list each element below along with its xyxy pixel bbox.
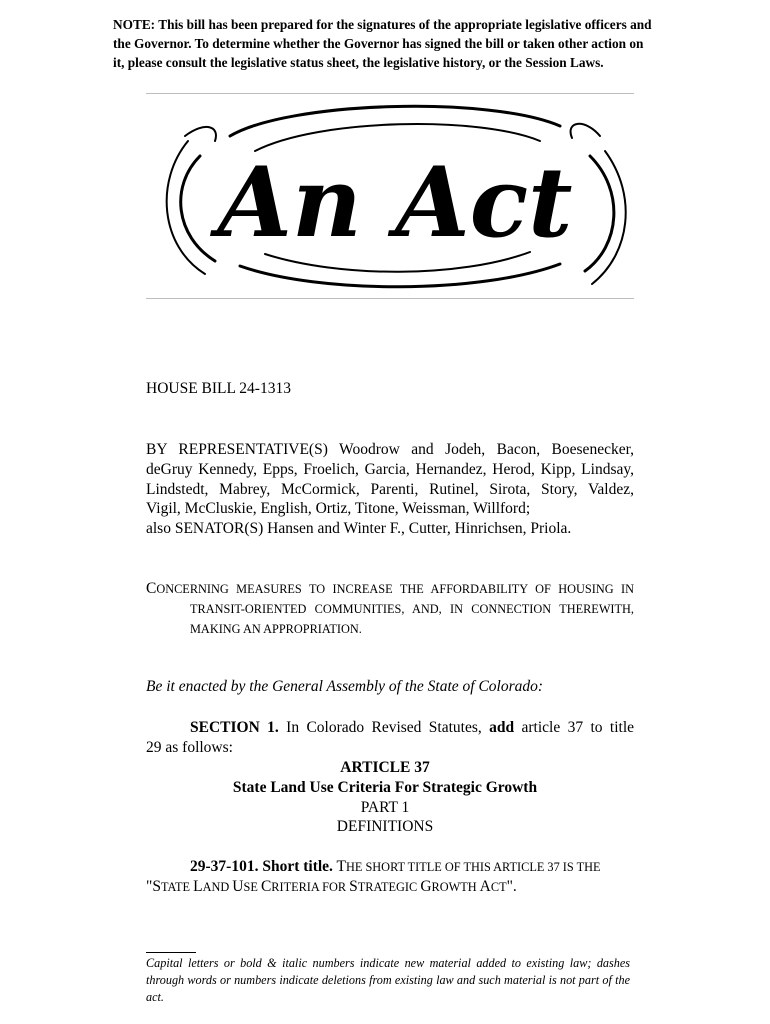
footnote: Capital letters or bold & italic numbers indicate new material added to existing law; dashes through words or numbers indicate deletions from existing law and such material is not part of the act. bbox=[146, 956, 630, 1004]
section-1-line bbox=[146, 718, 634, 738]
section-action-word: add bbox=[489, 719, 515, 736]
header-rule-top bbox=[146, 93, 634, 94]
part-title: DEFINITIONS bbox=[336, 818, 434, 836]
bill-title-line: MAKING AN APPROPRIATION. bbox=[190, 622, 362, 636]
short-title-label: 29-37-101. Short title. bbox=[190, 858, 333, 875]
footnote-divider bbox=[146, 952, 196, 953]
an-act-logo bbox=[160, 96, 630, 296]
bill-title-line bbox=[146, 579, 634, 599]
section-label: SECTION 1. bbox=[190, 719, 279, 736]
section-text: article 37 to title bbox=[521, 719, 635, 736]
sponsors-line: Vigil, McCluskie, English, Ortiz, Titone, Weissman, Willford; bbox=[146, 500, 531, 518]
article-title: State Land Use Criteria For Strategic Growth bbox=[232, 778, 538, 796]
short-title-section bbox=[146, 857, 634, 897]
logo-text: An Act bbox=[217, 146, 573, 259]
sponsors-line: deGruy Kennedy, Epps, Froelich, Garcia, Hernandez, Herod, Kipp, Lindsay, bbox=[146, 460, 634, 478]
sponsors-block bbox=[146, 440, 634, 539]
article-headings bbox=[146, 758, 624, 837]
part-number: PART 1 bbox=[360, 798, 410, 816]
short-title-text: HE SHORT TITLE OF THIS ARTICLE 37 IS THE bbox=[346, 860, 601, 874]
article-number: ARTICLE 37 bbox=[340, 759, 430, 776]
section-1 bbox=[146, 718, 634, 758]
signature-note: NOTE: This bill has been prepared for the signatures of the appropriate legislative officers and the Governor. To determine whether the Governor has signed the bill or taken other action on it, please consult the legislative status sheet, the legislative history, or the Session Laws. bbox=[113, 17, 652, 70]
sponsors-line: Lindstedt, Mabrey, McCormick, Parenti, Rutinel, Sirota, Story, Valdez, bbox=[146, 480, 634, 498]
sponsors-line: also SENATOR(S) Hansen and Winter F., Cutter, Hinrichsen, Priola. bbox=[146, 520, 572, 538]
header-rule-bottom bbox=[146, 298, 634, 299]
bill-title-line: TRANSIT-ORIENTED COMMUNITIES, AND, IN CONNECTION THEREWITH, bbox=[190, 602, 634, 616]
bill-title-capital: C bbox=[146, 580, 157, 597]
bill-title bbox=[146, 579, 634, 639]
short-title-line bbox=[146, 857, 634, 877]
short-title-act-name: "STATE LAND USE CRITERIA FOR STRATEGIC GROWTH ACT". bbox=[146, 878, 517, 895]
section-text: In Colorado Revised Statutes, bbox=[286, 719, 482, 736]
short-title-cap: T bbox=[336, 858, 346, 875]
bill-number: HOUSE BILL 24-1313 bbox=[146, 380, 291, 397]
section-1-line: 29 as follows: bbox=[146, 738, 233, 756]
enacting-clause: Be it enacted by the General Assembly of the State of Colorado: bbox=[146, 678, 544, 695]
bill-title-text: ONCERNING MEASURES TO INCREASE THE AFFORDABILITY OF HOUSING IN bbox=[156, 582, 634, 596]
sponsors-line: BY REPRESENTATIVE(S) Woodrow and Jodeh, Bacon, Boesenecker, bbox=[146, 441, 634, 458]
